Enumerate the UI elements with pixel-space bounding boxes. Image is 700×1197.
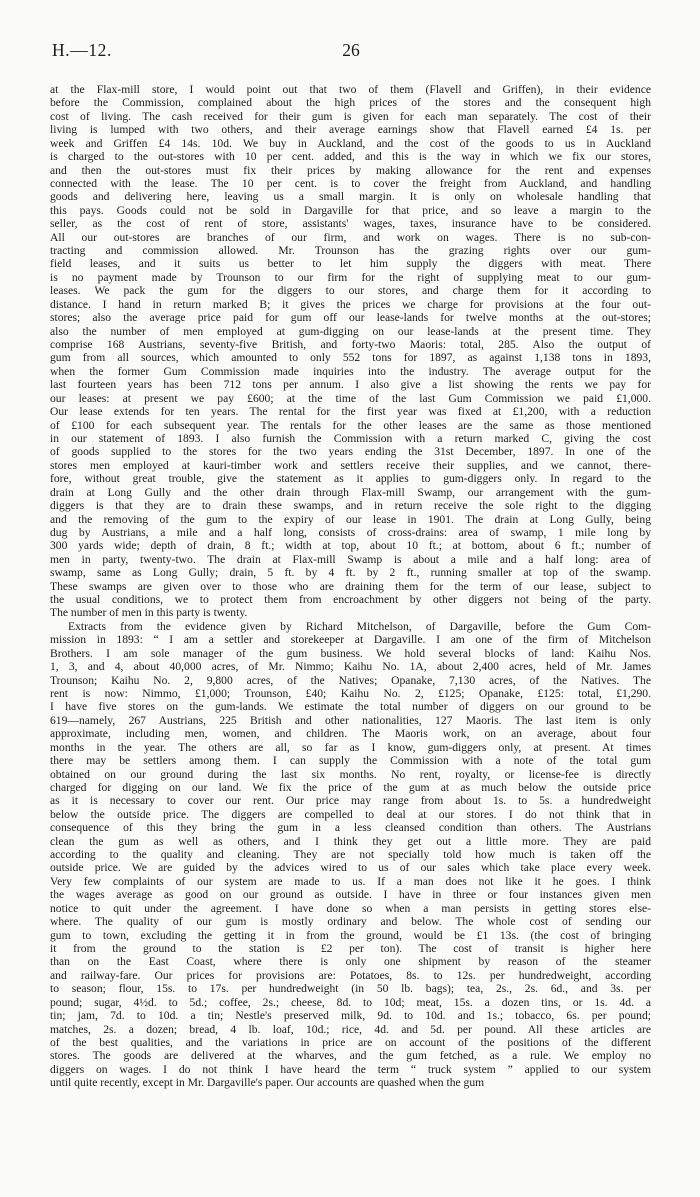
text-line: before the Commission, complained about the high prices of the stores and the consequent high — [50, 96, 651, 110]
text-line: distance. I hand in return marked B; it gives the prices we charge for provisions at the four out- — [50, 297, 651, 311]
text-line: there may be settlers among them. I can supply the Commission with a note of the total gum — [50, 754, 651, 768]
text-line: tracting and commission allowed. Mr. Trounson has the grazing rights over our gum- — [50, 244, 651, 258]
text-line: tin; jam, 7d. to 10d. a tin; Nestle's preserved milk, 9d. to 10d. and 1s.; tobacco, 6s. per pound; — [50, 1009, 651, 1023]
text-line: last fourteen years has been 712 tons per annum. I also give a list showing the rents we pay for — [50, 378, 651, 392]
text-line: as it is necessary to cover our rent. Our price may range from about 1s. to 5s. a hundredweight — [50, 794, 651, 808]
text-line: 1, 3, and 4, about 40,000 acres, of Mr. Nimmo; Kaihu No. 1A, about 2,400 acres, held of Mr. James — [50, 660, 651, 674]
text-line: stores. The goods are delivered at the wharves, and the gum fetched, as a rule. We employ no — [50, 1049, 651, 1063]
text-line: charged for digging on our land. We fix the price of the gum at as much below the outside price — [50, 780, 651, 794]
text-line: gum from all sources, which amounted to only 552 tons for 1897, as against 1,138 tons in 1893, — [50, 351, 651, 365]
text-line: in our statement of 1893. I also furnish the Commission with a return marked C, giving the cost — [50, 431, 651, 445]
text-line: also the number of men employed at gum-digging on our lease-lands at the present time. They — [50, 324, 651, 338]
page-number: 26 — [342, 40, 360, 60]
text-line: approximate, including men, women, and children. The Maoris work, on an average, about four — [50, 727, 651, 741]
text-line: Trounson; Kaihu No. 2, 9,800 acres, of the Natives; Opanake, 7,130 acres, of the Natives. The — [50, 673, 651, 687]
text-line: mission in 1893: “ I am a settler and storekeeper at Dargaville. I am one of the firm of Mitchelson — [50, 633, 651, 647]
text-line: consequence of this they bring the gum in a less cleansed condition than others. The Austrians — [50, 821, 651, 835]
text-line: until quite recently, except in Mr. Dargaville's paper. Our accounts are quashed when the gum — [50, 1076, 485, 1090]
text-line: cost of living. The cash received for their gum is given for each man separately. The cost of their — [50, 109, 651, 123]
text-line: leases. We pack the gum for the diggers to our stores, and charge them for it according to — [50, 284, 651, 298]
text-line: gum to town, excluding the getting it in from the ground, would be £1 13s. (the cost of bringing — [50, 928, 651, 942]
text-line: of £100 for each subsequent year. The rentals for the other leases are the same as those mentioned — [50, 418, 651, 432]
text-line: 300 yards wide; depth of drain, 8 ft.; width at top, about 10 ft.; at bottom, about 6 ft.; number of — [50, 539, 651, 553]
text-line: The number of men in this party is twenty. — [50, 606, 248, 620]
text-line: it from the ground to the station is £2 per ton). The cost of transit is higher here — [50, 942, 651, 955]
text-line: comprise 168 Austrians, seventy-five British, and forty-two Maoris: total, 285. Also the output of — [50, 338, 651, 352]
text-line: These swamps are given over to those who are draining them for the term of our lease, subject to — [50, 579, 651, 593]
text-line: living is lumped with two others, and their average earnings show that Flavell earned £4 1s. per — [50, 123, 651, 137]
text-line: swamp, same as Long Gully; drain, 5 ft. by 4 ft. by 2 ft., running smaller at top of the swamp. — [50, 566, 651, 580]
text-line: men in party, twenty-two. The drain at Flax-mill Swamp is about a mile and a half long: area of — [50, 552, 651, 566]
text-line: 619—namely, 267 Austrians, 225 British and other nationalities, 127 Maoris. The last item is only — [50, 713, 651, 727]
text-line: diggers on wages. I do not think I have heard the term “ truck system ” applied to our system — [50, 1062, 651, 1076]
text-line: the wages average as good on our ground as outside. I have in three or four instances given men — [50, 888, 651, 902]
text-line: when the former Gum Commission made inquiries into the industry. The average output for the — [50, 364, 651, 378]
text-line: dug by Austrians, a mile and a half long, consists of cross-drains: area of swamp, 1 mile long by — [50, 525, 651, 539]
text-line: diggers is that they are to drain these swamps, and in return receive the sole right to the digging — [50, 499, 651, 513]
text-line: drain at Long Gully and the other drain through Flax-mill Swamp, our arrangement with the gum- — [50, 485, 651, 499]
text-line: and railway-fare. Our prices for provisions are: Potatoes, 8s. to 12s. per hundredweight, according — [50, 968, 651, 982]
document-body — [50, 83, 651, 1090]
text-line: at the Flax-mill store, I would point out that two of them (Flavell and Griffen), in their evidence — [50, 83, 651, 96]
text-line: stores men employed at kauri-timber work and settlers receive their supplies, and we cannot, there- — [50, 458, 651, 472]
text-line: field leases, and it suits us better to let him supply the diggers with meat. There — [50, 257, 651, 271]
text-line: Brothers. I am sole manager of the gum business. We hold several blocks of land: Kaihu Nos. — [50, 646, 651, 660]
text-line: goods and delivering here, leaving us a small margin. It is only on wholesale handling that — [50, 190, 651, 204]
text-line: of the best qualities, and the variations in price are on account of the positions of the different — [50, 1035, 651, 1049]
text-line: and then the out-stores must fix their prices by making allowance for the rent and expenses — [50, 163, 651, 177]
paragraph — [50, 83, 651, 620]
text-line: notice to quit under the agreement. I have done so when a man persists in getting stores else- — [50, 901, 651, 915]
text-line: All our out-stores are branches of our firm, and work on wages. There is no sub-con- — [50, 230, 651, 244]
text-line: of goods supplied to the stores for the two years ending the 31st December, 1897. In one of the — [50, 445, 651, 459]
text-line: I have five stores on the gum-lands. We estimate the total number of diggers on our ground to be — [50, 700, 651, 714]
text-line: outside price. We are guided by the advices wired to us of our sales which take place every week. — [50, 861, 651, 875]
text-line: to season; flour, 15s. to 17s. per hundredweight (in 50 lb. bags); tea, 2s., 2s. 6d., and 3s. per — [50, 982, 651, 996]
text-line: Our lease extends for ten years. The rental for the first year was fixed at £1,200, with a reduction — [50, 405, 651, 419]
text-line: months in the year. The others are all, so far as I know, gum-diggers only, at present. At times — [50, 740, 651, 754]
text-line: this pays. Goods could not be sold in Dargaville for that price, and so leave a margin to the — [50, 203, 651, 217]
text-line: fore, without great trouble, give the statement as it applies to gum-diggers only. In regard to the — [50, 472, 651, 486]
text-line: our leases: at present we pay £600; at the time of the last Gum Commission we paid £1,000. — [50, 391, 651, 405]
text-line: rent is now: Nimmo, £1,000; Trounson, £40; Kaihu No. 2, £125; Opanake, £125: total, £1,290. — [50, 686, 651, 700]
text-line: Extracts from the evidence given by Richard Mitchelson, of Dargaville, before the Gum Com- — [68, 619, 651, 633]
text-line: and the removing of the gum to the expiry of our lease in 1901. The drain at Long Gully, being — [50, 512, 651, 526]
text-line: Very few complaints of our system are made to us. If a man does not like it he goes. I think — [50, 874, 651, 888]
text-line: seller, as the cost of rent of store, assistants' wages, taxes, insurance have to be considered. — [50, 217, 651, 231]
text-line: clean the gum as well as others, and I think they get out a little more. They are paid — [50, 834, 651, 848]
text-line: according to the quality and cleaning. They are not specially told how much is taken off the — [50, 848, 651, 862]
page-header — [52, 40, 650, 66]
text-line: matches, 2s. a dozen; bread, 4 lb. loaf, 10d.; rice, 4d. and 5d. per pound. All these articles are — [50, 1022, 651, 1036]
text-line: is no payment made by Trounson to our firm for the right of supplying meat to our gum- — [50, 270, 651, 284]
text-line: below the outside price. The diggers are compelled to deal at our stores. I do not think that in — [50, 807, 651, 821]
paragraph — [50, 620, 651, 1090]
text-line: is charged to the out-stores with 10 per cent. added, and this is the way in which we fix our stores, — [50, 150, 651, 164]
text-line: where. The quality of our gum is mostly ordinary and below. The whole cost of sending our — [50, 915, 651, 929]
text-line: week and Griffen £4 14s. 10d. We buy in Auckland, and the cost of the goods to us in Auckland — [50, 136, 651, 150]
text-line: stores; also the average price paid for gum off our lease-lands for twelve months at the out-stores; — [50, 311, 651, 325]
document-reference: H.—12. — [52, 40, 112, 60]
text-line: than on the East Coast, where there is only one shipment by reason of the steamer — [50, 955, 651, 969]
text-line: pound; sugar, 4½d. to 5d.; coffee, 2s.; cheese, 8d. to 10d; meat, 15s. a dozen tins, or 1s. 4d. a — [50, 995, 651, 1009]
text-line: obtained on our ground during the last six months. No rent, royalty, or license-fee is directly — [50, 767, 651, 781]
text-line: the usual conditions, we to protect them from encroachment by other diggers not being of the party. — [50, 593, 651, 607]
text-line: connected with the lease. The 10 per cent. is to cover the freight from Auckland, and handling — [50, 176, 651, 190]
